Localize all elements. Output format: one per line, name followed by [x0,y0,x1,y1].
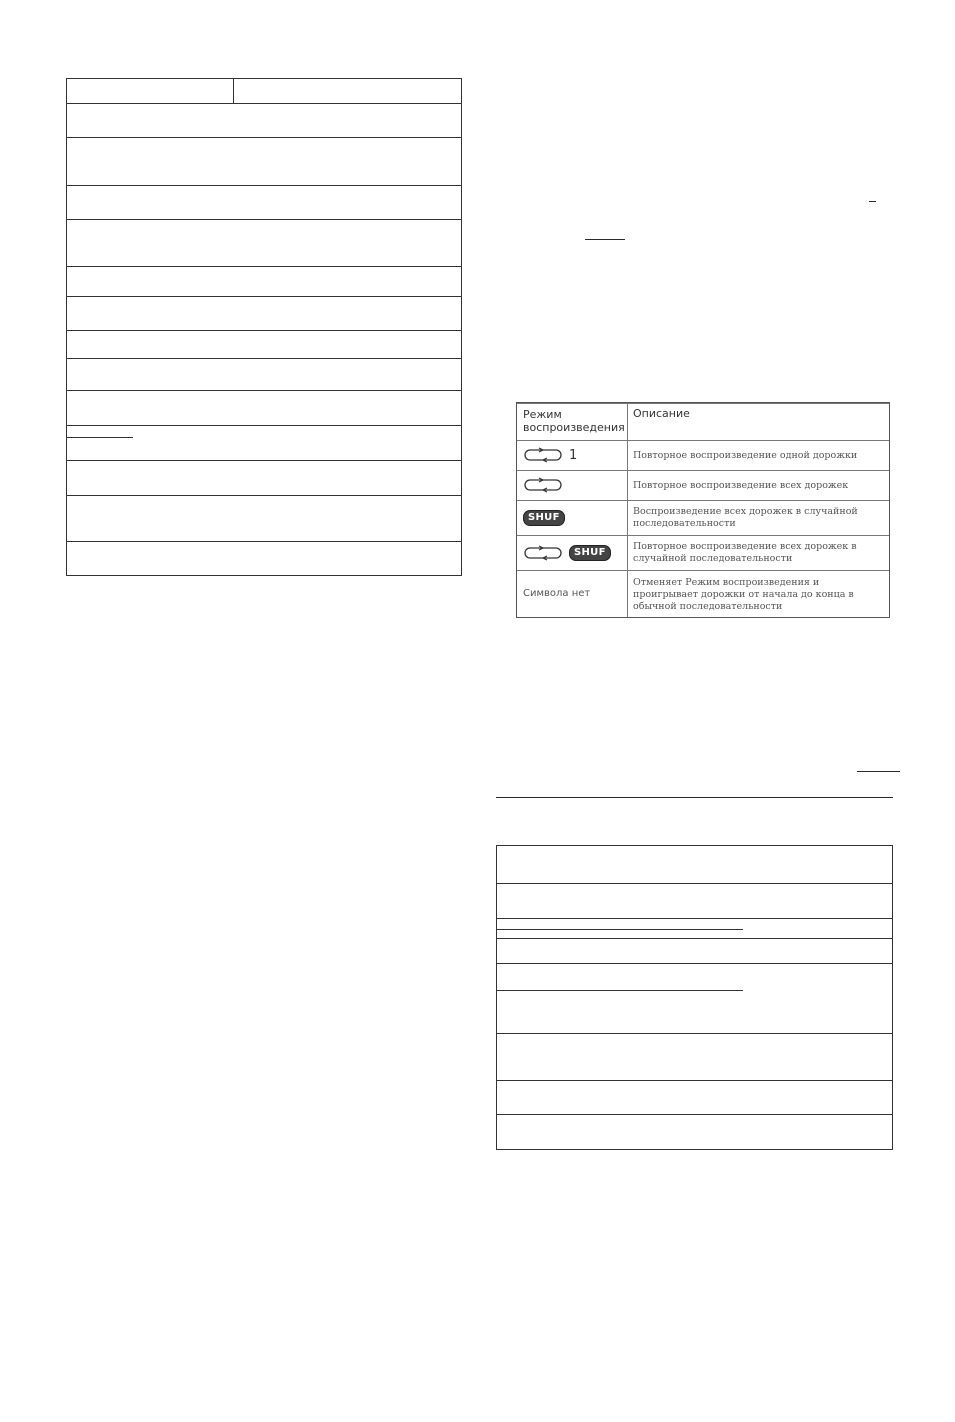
table-row [517,500,889,536]
repeat-icon [523,447,563,463]
right-table-rule [497,918,892,919]
left-table-rule [67,266,461,267]
repeat-one-symbol [523,447,577,463]
right-table-rule [497,1033,892,1034]
left-table-rule [67,495,461,496]
left-table-rule [67,358,461,359]
row-description: Повторное воспроизведение одной дорожки [633,450,858,461]
section-separator [496,797,893,798]
shuffle-icon: SHUF [569,545,611,561]
repeat-icon [523,545,563,561]
table-row [517,570,889,620]
left-table-rule [67,460,461,461]
right-table-rule [497,1114,892,1115]
left-table-rule [67,390,461,391]
no-symbol-label: Символа нет [523,588,591,599]
header-mode: Режим воспроизведения [523,408,625,434]
left-table-rule [67,103,461,104]
table-row [517,470,889,501]
row-description: Воспроизведение всех дорожек в случайной последовательности [633,506,858,529]
left-table [66,78,462,576]
right-table-rule [497,1080,892,1081]
left-table-rule [67,425,461,426]
left-table-short-rule [67,437,133,438]
repeat-digit: 1 [569,447,578,463]
left-table-rule [67,296,461,297]
right-table-short-rule [497,929,743,930]
right-table-rule [497,938,892,939]
right-table-rule [497,963,892,964]
shuffle-symbol [523,510,565,526]
left-table-rule [67,137,461,138]
repeat-shuffle-symbol [523,545,611,561]
repeat-all-symbol [523,477,563,493]
left-table-header-divider [233,79,234,103]
left-table-rule [67,330,461,331]
header-description: Описание [633,407,690,420]
table-row [517,440,889,471]
left-table-rule [67,541,461,542]
left-table-rule [67,219,461,220]
repeat-icon [523,477,563,493]
right-table [496,845,893,1150]
right-table-short-rule [497,990,743,991]
left-table-rule [67,185,461,186]
row-description: Отменяет Режим воспроизведения и проигрывает дорожки от начала до конца в обычной последовательности [633,577,854,612]
row-description: Повторное воспроизведение всех дорожек [633,480,849,491]
shuffle-icon: SHUF [523,510,565,526]
underline-mark [585,239,625,240]
playback-mode-table [516,402,890,618]
row-description: Повторное воспроизведение всех дорожек в случайной последовательности [633,541,857,564]
underline-mark [869,201,876,202]
table-row [517,535,889,571]
underline-mark [857,771,900,772]
right-table-rule [497,883,892,884]
table-header-row [517,403,889,441]
